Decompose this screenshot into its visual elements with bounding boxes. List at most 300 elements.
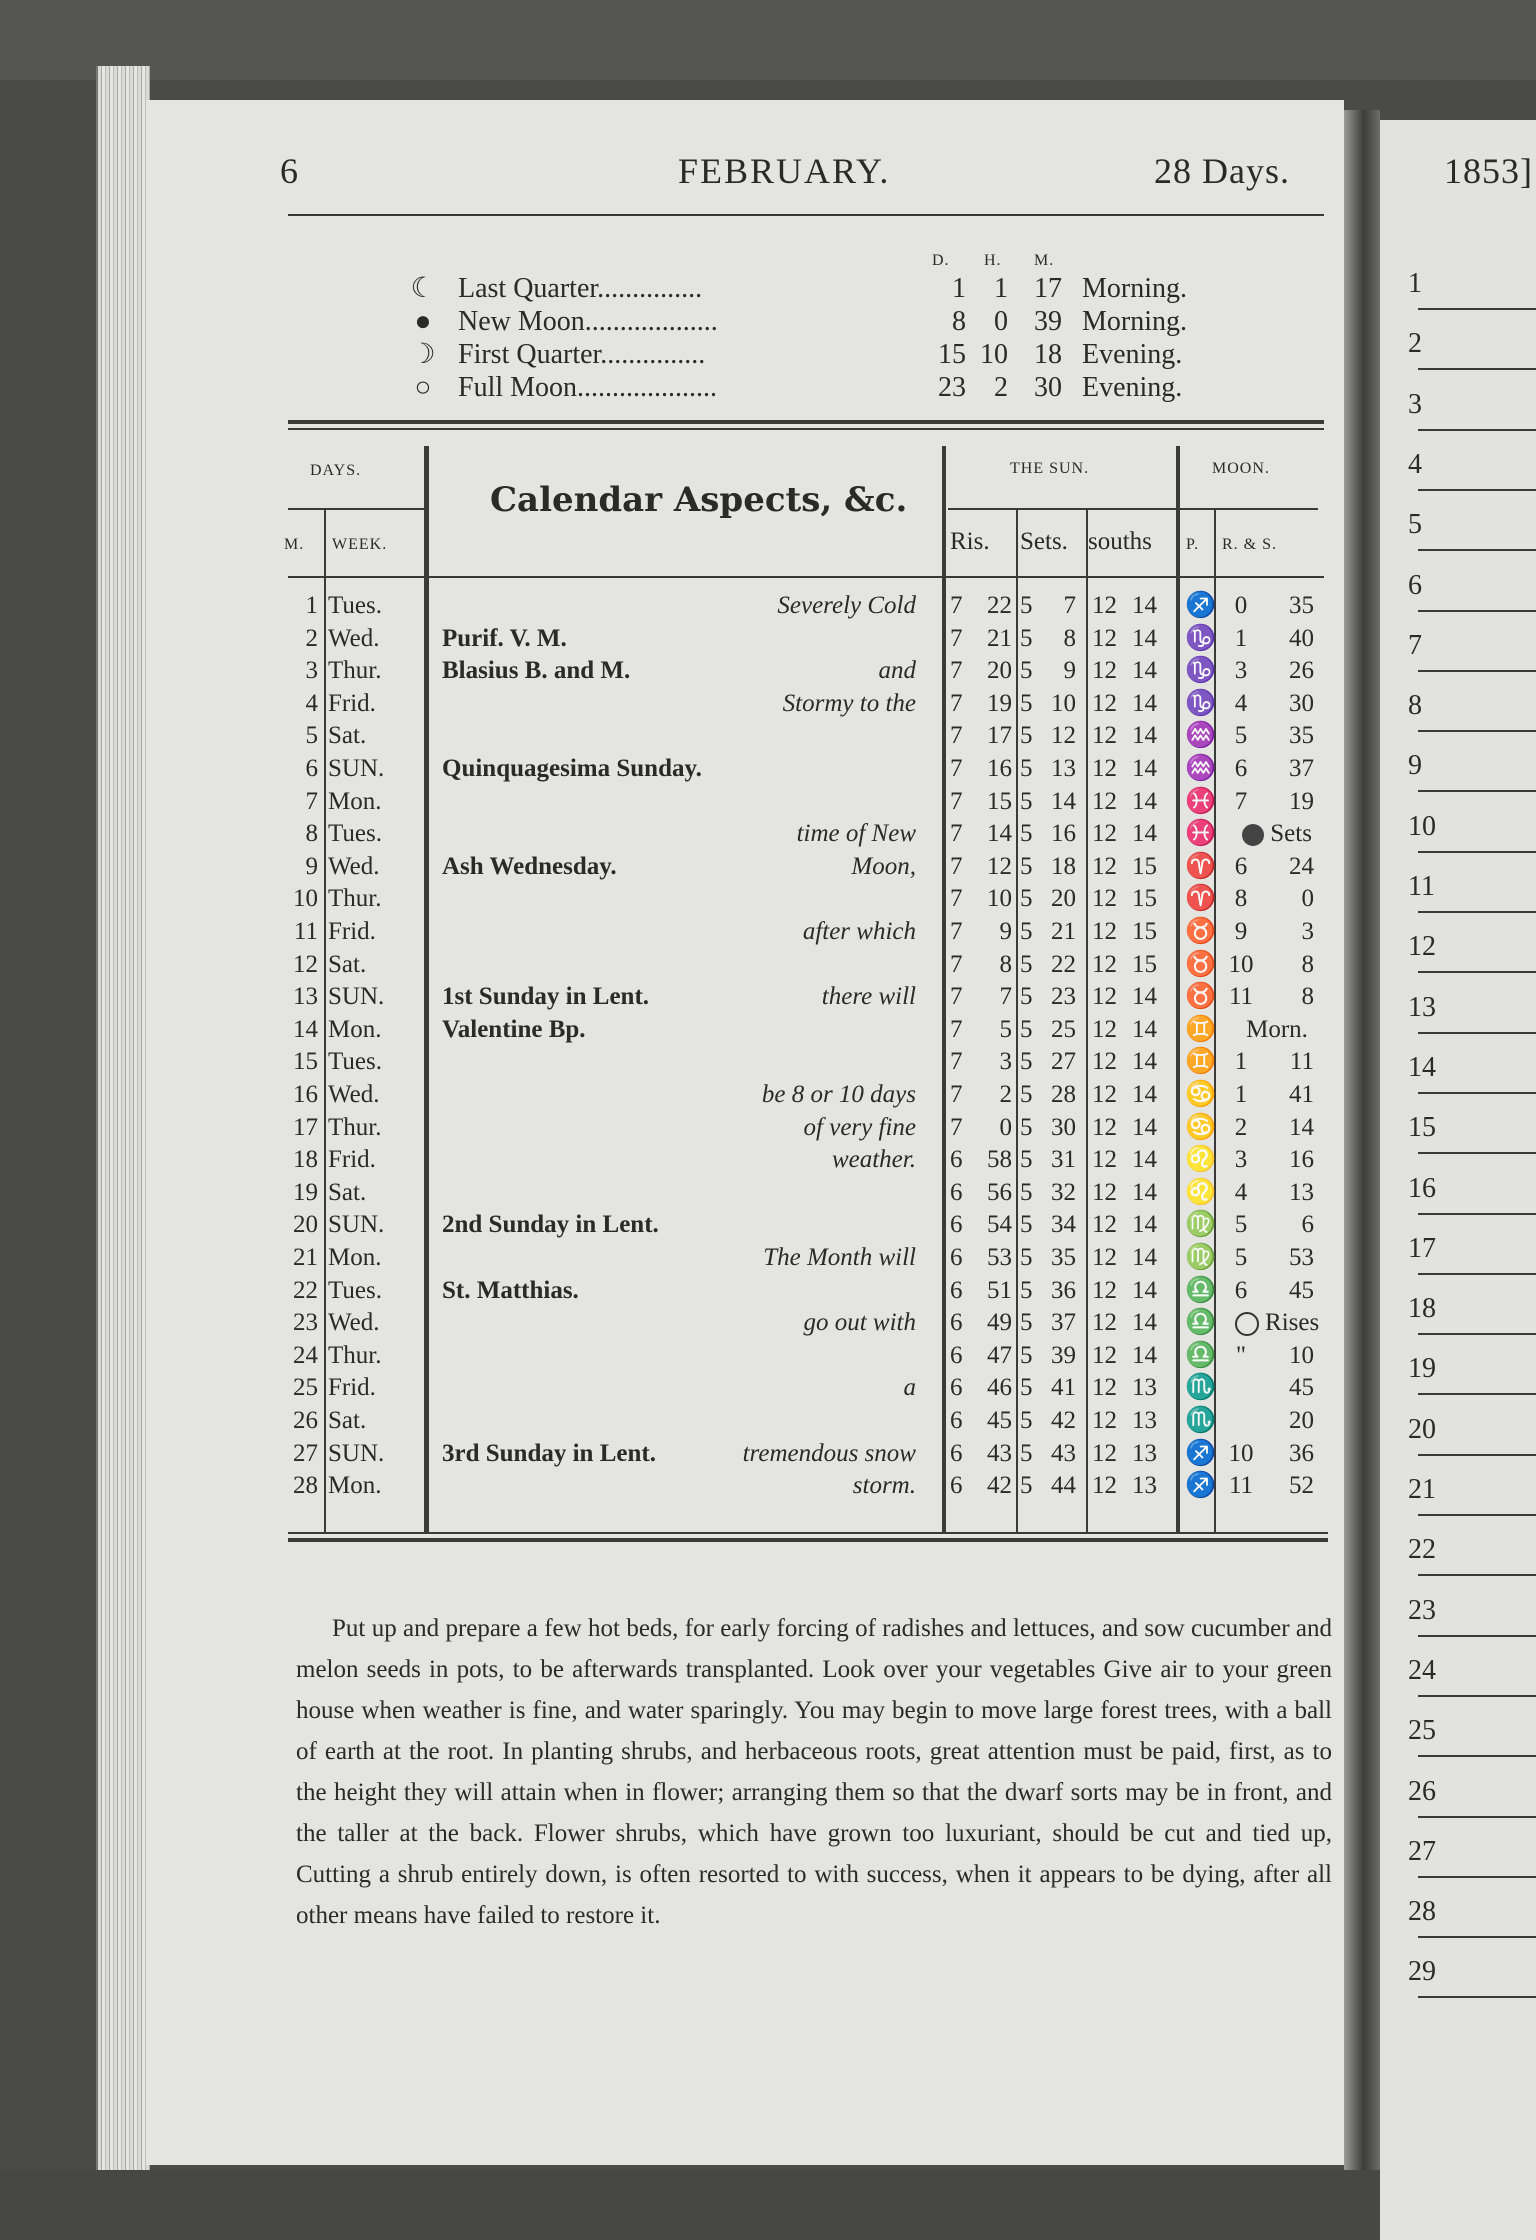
moon-rise-set-minute: 53 (1289, 1244, 1314, 1271)
sunrise-hour: 7 (950, 624, 963, 652)
table-row (0, 590, 1344, 622)
day-of-month: 9 (305, 852, 318, 880)
facing-page (1380, 120, 1536, 2240)
day-of-month: 12 (293, 950, 318, 978)
day-of-week: Mon. (328, 1244, 382, 1271)
moon-rise-set-minute: 45 (1289, 1276, 1314, 1304)
facing-page-number: 25 (1408, 1715, 1436, 1747)
day-of-week: Frid. (328, 918, 376, 945)
souths-minute: 14 (1132, 755, 1157, 782)
moon-sign-icon: ♉ (1185, 950, 1217, 978)
facing-page-rule (1418, 1273, 1536, 1275)
phase-col-m: M. (1034, 252, 1055, 269)
aspect-cell (442, 851, 916, 883)
moon-sign-icon: ♑ (1185, 657, 1217, 685)
col-rs-header: R. & S. (1222, 536, 1278, 553)
souths-minute: 13 (1132, 1374, 1157, 1402)
sun-label: THE SUN. (1010, 460, 1090, 477)
moon-sign-icon: ♋ (1185, 1081, 1217, 1108)
sunset-minute: 7 (1063, 592, 1076, 619)
souths-minute: 14 (1132, 1015, 1157, 1043)
sunrise-minute: 21 (987, 624, 1012, 652)
table-row (0, 949, 1344, 981)
souths-minute: 14 (1132, 1211, 1157, 1239)
sunset-hour: 5 (1020, 1244, 1033, 1271)
aspect-cell (442, 883, 916, 915)
moon-sign-icon: ♒ (1185, 755, 1217, 782)
facing-page-number: 3 (1408, 388, 1422, 420)
sunrise-minute: 20 (987, 657, 1012, 685)
sunset-minute: 18 (1051, 852, 1076, 880)
moon-rise-set-minute: 8 (1301, 950, 1314, 978)
sunrise-hour: 7 (950, 722, 963, 750)
facing-page-rule (1418, 1695, 1536, 1697)
sunrise-hour: 6 (950, 1276, 963, 1304)
sunrise-minute: 9 (999, 918, 1012, 945)
moon-sign-icon: ♐ (1185, 1472, 1217, 1500)
sunset-minute: 42 (1051, 1407, 1076, 1434)
facing-page-rule (1418, 1996, 1536, 1998)
souths-hour: 12 (1092, 918, 1117, 945)
phase-time-of-day: Evening. (1082, 339, 1183, 370)
facing-page-rule (1418, 971, 1536, 973)
sunrise-hour: 7 (950, 820, 963, 848)
sunrise-hour: 6 (950, 1341, 963, 1369)
moon-rise-set-minute: 20 (1289, 1407, 1314, 1434)
moon-rise-set-hour: 5 (1234, 722, 1248, 750)
moon-event (1220, 1014, 1334, 1046)
weather-text: tremendous snow (742, 1439, 916, 1467)
moon-event (1220, 818, 1334, 850)
moon-event (1220, 1307, 1334, 1339)
aspect-cell (442, 720, 916, 752)
table-row (0, 1209, 1344, 1241)
header-rule (288, 214, 1324, 216)
sunset-minute: 31 (1051, 1146, 1076, 1174)
day-of-month: 5 (305, 722, 318, 750)
day-of-month: 7 (305, 787, 318, 815)
table-row (0, 623, 1344, 655)
table-row (0, 1470, 1344, 1502)
sunrise-minute: 47 (987, 1341, 1012, 1369)
facing-page-rule (1418, 1876, 1536, 1878)
moon-sign-icon: ♉ (1185, 983, 1217, 1011)
moon-rise-set-minute: 11 (1289, 1048, 1314, 1076)
book-gutter (1344, 110, 1380, 2190)
scan-background-bottom (0, 2170, 1380, 2240)
aspect-cell (442, 1405, 916, 1437)
moon-rise-set-minute: 13 (1289, 1178, 1314, 1206)
facing-page-number: 14 (1408, 1051, 1436, 1083)
moon-rise-set-minute: 10 (1289, 1341, 1314, 1369)
aspect-cell (442, 1275, 916, 1307)
table-row (0, 786, 1344, 818)
souths-hour: 12 (1092, 983, 1117, 1011)
table-row (0, 1438, 1344, 1470)
day-of-month: 19 (293, 1178, 318, 1206)
sunrise-minute: 12 (987, 852, 1012, 880)
facing-page-rule (1418, 429, 1536, 431)
sunrise-minute: 5 (999, 1015, 1012, 1043)
sunrise-hour: 7 (950, 950, 963, 978)
sun-subheader-rule (948, 508, 1318, 510)
new-moon-icon (1242, 824, 1264, 846)
phase-time-of-day: Morning. (1082, 306, 1187, 337)
phase-hour: 1 (994, 273, 1008, 304)
moon-rise-set-minute: 41 (1289, 1081, 1314, 1108)
sunrise-hour: 7 (950, 1081, 963, 1108)
moon-rise-set-minute: 3 (1301, 918, 1314, 945)
day-of-week: Tues. (328, 1276, 382, 1304)
facing-page-rule (1418, 1514, 1536, 1516)
souths-hour: 12 (1092, 1178, 1117, 1206)
aspect-cell (442, 1438, 916, 1470)
phase-hour: 0 (994, 306, 1008, 337)
sunrise-hour: 7 (950, 885, 963, 913)
souths-minute: 15 (1132, 885, 1157, 913)
souths-hour: 12 (1092, 1439, 1117, 1467)
facing-page-number: 20 (1408, 1413, 1436, 1445)
aspect-cell (442, 1046, 916, 1078)
moon-sign-icon: ♑ (1185, 689, 1217, 717)
facing-page-number: 1 (1408, 268, 1422, 299)
moon-rise-set-hour: 4 (1234, 689, 1248, 717)
sunset-hour: 5 (1020, 1178, 1033, 1206)
table-bottom-rule (288, 1532, 1328, 1534)
souths-minute: 14 (1132, 1309, 1157, 1337)
sunset-hour: 5 (1020, 1048, 1033, 1076)
moon-rise-set-hour: 8 (1234, 885, 1248, 913)
sunset-minute: 9 (1063, 657, 1076, 685)
phase-minute: 18 (1034, 339, 1062, 370)
day-of-month: 15 (293, 1048, 318, 1076)
day-of-week: Frid. (328, 689, 376, 717)
souths-hour: 12 (1092, 1407, 1117, 1434)
sunset-hour: 5 (1020, 1341, 1033, 1369)
day-of-month: 20 (293, 1211, 318, 1239)
calendar-aspect: Quinquagesima Sunday. (442, 755, 702, 782)
moon-rise-set-minute: 36 (1289, 1439, 1314, 1467)
phase-name: First Quarter............... (458, 339, 706, 370)
sunset-hour: 5 (1020, 918, 1033, 945)
souths-minute: 14 (1132, 1244, 1157, 1271)
aspect-cell (442, 1079, 916, 1111)
sunset-minute: 41 (1051, 1374, 1076, 1402)
sunrise-minute: 22 (987, 592, 1012, 619)
facing-page-number: 15 (1408, 1112, 1436, 1144)
facing-page-rule (1418, 549, 1536, 551)
facing-page-rule (1418, 1393, 1536, 1395)
sunrise-hour: 6 (950, 1439, 963, 1467)
facing-page-number: 26 (1408, 1775, 1436, 1807)
sunset-hour: 5 (1020, 950, 1033, 978)
weather-text: Stormy to the (782, 689, 916, 717)
sunset-hour: 5 (1020, 787, 1033, 815)
aspect-cell (442, 1144, 916, 1176)
moon-rise-set-minute: 30 (1289, 689, 1314, 717)
sunset-hour: 5 (1020, 1309, 1033, 1337)
moon-sign-icon: ♎ (1185, 1341, 1217, 1369)
day-of-week: Frid. (328, 1374, 376, 1402)
day-of-week: Thur. (328, 657, 382, 685)
souths-minute: 14 (1132, 1113, 1157, 1141)
moon-sign-icon: ♍ (1185, 1211, 1217, 1239)
col-sets-header: Sets. (1020, 528, 1068, 555)
full-moon-icon: ○ (414, 372, 432, 403)
moon-sign-icon: ♈ (1185, 885, 1217, 913)
days-count: 28 Days. (1154, 151, 1290, 191)
facing-page-rule (1418, 670, 1536, 672)
souths-hour: 12 (1092, 787, 1117, 815)
phase-day: 1 (952, 273, 966, 304)
souths-hour: 12 (1092, 1472, 1117, 1500)
day-of-month: 3 (305, 657, 318, 685)
souths-minute: 14 (1132, 689, 1157, 717)
moon-sign-icon: ♋ (1185, 1113, 1217, 1141)
sunrise-hour: 6 (950, 1407, 963, 1434)
table-row (0, 655, 1344, 687)
calendar-aspect: Purif. V. M. (442, 624, 567, 652)
table-row (0, 753, 1344, 785)
sunrise-hour: 7 (950, 689, 963, 717)
sunset-minute: 36 (1051, 1276, 1076, 1304)
sunrise-hour: 7 (950, 1015, 963, 1043)
souths-hour: 12 (1092, 885, 1117, 913)
scan-background (0, 0, 1536, 80)
facing-page-number: 9 (1408, 750, 1422, 782)
souths-minute: 14 (1132, 722, 1157, 750)
sunset-hour: 5 (1020, 1081, 1033, 1108)
table-row (0, 1405, 1344, 1437)
moon-rise-set-hour: 7 (1234, 787, 1248, 815)
souths-minute: 14 (1132, 592, 1157, 619)
table-row (0, 1112, 1344, 1144)
souths-hour: 12 (1092, 624, 1117, 652)
facing-page-rule (1418, 1333, 1536, 1335)
facing-page-number: 2 (1408, 328, 1422, 360)
facing-page-number: 4 (1408, 448, 1422, 480)
weather-text: there will (821, 983, 916, 1011)
moon-rise-set-hour: 11 (1228, 983, 1254, 1011)
moon-rise-set-hour: 10 (1228, 1439, 1254, 1467)
sunrise-hour: 6 (950, 1472, 963, 1500)
facing-page-rule (1418, 1816, 1536, 1818)
weather-text: Severely Cold (777, 592, 916, 619)
sunset-minute: 37 (1051, 1309, 1076, 1337)
souths-minute: 14 (1132, 1146, 1157, 1174)
sunrise-minute: 49 (987, 1309, 1012, 1337)
moon-rise-set-minute: 35 (1289, 722, 1314, 750)
moon-event-label: Morn. (1246, 1015, 1308, 1043)
sunrise-minute: 7 (999, 983, 1012, 1011)
moon-phase-row (410, 338, 1310, 371)
day-of-month: 11 (293, 918, 318, 945)
facing-page-number: 10 (1408, 810, 1436, 842)
page-number: 6 (280, 151, 299, 191)
day-of-month: 28 (293, 1472, 318, 1500)
calendar-aspect: 3rd Sunday in Lent. (442, 1439, 656, 1467)
days-subheader-rule (288, 508, 424, 510)
table-row (0, 1079, 1344, 1111)
day-of-week: Sat. (328, 722, 367, 750)
sunrise-minute: 3 (999, 1048, 1012, 1076)
moon-sign-icon: ♊ (1185, 1048, 1217, 1076)
day-of-month: 18 (293, 1146, 318, 1174)
moon-label: MOON. (1212, 460, 1270, 477)
moon-rise-set-minute: 37 (1289, 755, 1314, 782)
aspect-cell (442, 981, 916, 1013)
day-of-month: 13 (293, 983, 318, 1011)
day-of-month: 26 (293, 1407, 318, 1434)
day-of-month: 25 (293, 1374, 318, 1402)
aspects-label: Calendar Aspects, &c. (490, 480, 908, 520)
day-of-week: Sat. (328, 1178, 367, 1206)
table-row (0, 688, 1344, 720)
sunrise-minute: 17 (987, 722, 1012, 750)
facing-page-number: 13 (1408, 991, 1436, 1023)
sunrise-minute: 46 (987, 1374, 1012, 1402)
aspect-cell (442, 590, 916, 622)
souths-hour: 12 (1092, 1211, 1117, 1239)
table-row (0, 1144, 1344, 1176)
facing-page-number: 21 (1408, 1474, 1436, 1505)
sunset-minute: 23 (1051, 983, 1076, 1011)
facing-page-rule (1418, 368, 1536, 370)
calendar-aspect: St. Matthias. (442, 1276, 579, 1304)
moon-rise-set-minute: 52 (1289, 1472, 1314, 1500)
sunrise-minute: 10 (987, 885, 1012, 913)
day-of-month: 22 (293, 1276, 318, 1304)
facing-page-number: 6 (1408, 569, 1422, 601)
weather-text: a (903, 1374, 916, 1402)
sunrise-hour: 7 (950, 918, 963, 945)
sunset-hour: 5 (1020, 657, 1033, 685)
sunset-minute: 14 (1051, 787, 1076, 815)
phase-day: 23 (938, 372, 966, 403)
day-of-month: 1 (305, 592, 318, 619)
moon-sign-icon: ♈ (1185, 852, 1217, 880)
moon-rise-set-minute: 40 (1289, 624, 1314, 652)
facing-page-number: 19 (1408, 1353, 1436, 1385)
sunrise-minute: 8 (999, 950, 1012, 978)
sunrise-hour: 7 (950, 592, 963, 619)
table-header-rule (288, 576, 1324, 578)
weather-text: The Month will (763, 1244, 916, 1271)
sunset-minute: 28 (1051, 1081, 1076, 1108)
sunrise-hour: 6 (950, 1309, 963, 1337)
phase-col-h: H. (984, 252, 1002, 269)
facing-page-rule (1418, 1152, 1536, 1154)
aspect-cell (442, 1340, 916, 1372)
facing-page-number: 12 (1408, 931, 1436, 963)
souths-minute: 14 (1132, 1178, 1157, 1206)
aspect-cell (442, 688, 916, 720)
day-of-week: Thur. (328, 1113, 382, 1141)
sunset-hour: 5 (1020, 1113, 1033, 1141)
souths-hour: 12 (1092, 657, 1117, 685)
day-of-month: 24 (293, 1341, 318, 1369)
souths-hour: 12 (1092, 1374, 1117, 1402)
day-of-week: Thur. (328, 1341, 382, 1369)
day-of-week: Wed. (328, 1081, 380, 1108)
sunset-hour: 5 (1020, 1146, 1033, 1174)
day-of-week: SUN. (328, 755, 385, 782)
moon-sign-icon: ♌ (1185, 1146, 1217, 1174)
moon-rise-set-hour: 5 (1234, 1244, 1248, 1271)
facing-page-number: 23 (1408, 1594, 1436, 1626)
facing-page-number: 27 (1408, 1835, 1436, 1867)
moon-sign-icon: ♐ (1185, 1439, 1217, 1467)
sunset-minute: 13 (1051, 755, 1076, 782)
souths-minute: 14 (1132, 1081, 1157, 1108)
weather-text: after which (802, 918, 916, 945)
day-of-month: 27 (293, 1439, 318, 1467)
souths-minute: 13 (1132, 1439, 1157, 1467)
aspect-cell (442, 786, 916, 818)
souths-minute: 14 (1132, 787, 1157, 815)
sunset-minute: 12 (1051, 722, 1076, 750)
souths-hour: 12 (1092, 1015, 1117, 1043)
moon-rise-set-hour: 0 (1234, 592, 1248, 619)
sunset-minute: 44 (1051, 1472, 1076, 1500)
day-of-week: Tues. (328, 820, 382, 848)
table-bottom-rule-thick (288, 1538, 1328, 1542)
month-title: FEBRUARY. (678, 151, 891, 191)
facing-page-rule (1418, 1454, 1536, 1456)
phases-rule-top (288, 420, 1324, 424)
first-quarter-moon-icon: ☽ (410, 339, 436, 370)
weather-text: weather. (831, 1146, 916, 1174)
sunrise-minute: 45 (987, 1407, 1012, 1434)
aspect-cell (442, 1470, 916, 1502)
facing-page-number: 29 (1408, 1956, 1436, 1988)
sunset-hour: 5 (1020, 885, 1033, 913)
sunset-minute: 25 (1051, 1015, 1076, 1043)
sunrise-minute: 54 (987, 1211, 1012, 1239)
moon-sign-icon: ♌ (1185, 1178, 1217, 1206)
table-row (0, 1242, 1344, 1274)
sunrise-minute: 16 (987, 755, 1012, 782)
moon-phase-row (410, 371, 1310, 404)
weather-text: Moon, (851, 852, 916, 880)
moon-sign-icon: ♐ (1185, 592, 1217, 619)
moon-rise-set-hour: " (1235, 1341, 1247, 1369)
facing-page-number: 11 (1408, 871, 1435, 902)
facing-page-rule (1418, 1574, 1536, 1576)
sunset-minute: 32 (1051, 1178, 1076, 1206)
moon-rise-set-minute: 0 (1301, 885, 1314, 913)
day-of-month: 23 (293, 1309, 318, 1337)
aspect-cell (442, 1177, 916, 1209)
moon-rise-set-hour: 3 (1234, 1146, 1248, 1174)
moon-rise-set-hour: 4 (1234, 1178, 1248, 1206)
sunrise-minute: 14 (987, 820, 1012, 848)
col-m-header: M. (284, 536, 305, 553)
souths-hour: 12 (1092, 1244, 1117, 1271)
souths-minute: 15 (1132, 950, 1157, 978)
facing-page-rule (1418, 1213, 1536, 1215)
day-of-week: Sat. (328, 950, 367, 978)
sunset-minute: 20 (1051, 885, 1076, 913)
table-row (0, 818, 1344, 850)
moon-rise-set-hour: 9 (1234, 918, 1248, 945)
new-moon-icon: ● (414, 306, 432, 337)
facing-page-rule (1418, 1755, 1536, 1757)
day-of-month: 16 (293, 1081, 318, 1108)
souths-hour: 12 (1092, 689, 1117, 717)
calendar-aspect: Valentine Bp. (442, 1015, 586, 1043)
phase-day: 8 (952, 306, 966, 337)
